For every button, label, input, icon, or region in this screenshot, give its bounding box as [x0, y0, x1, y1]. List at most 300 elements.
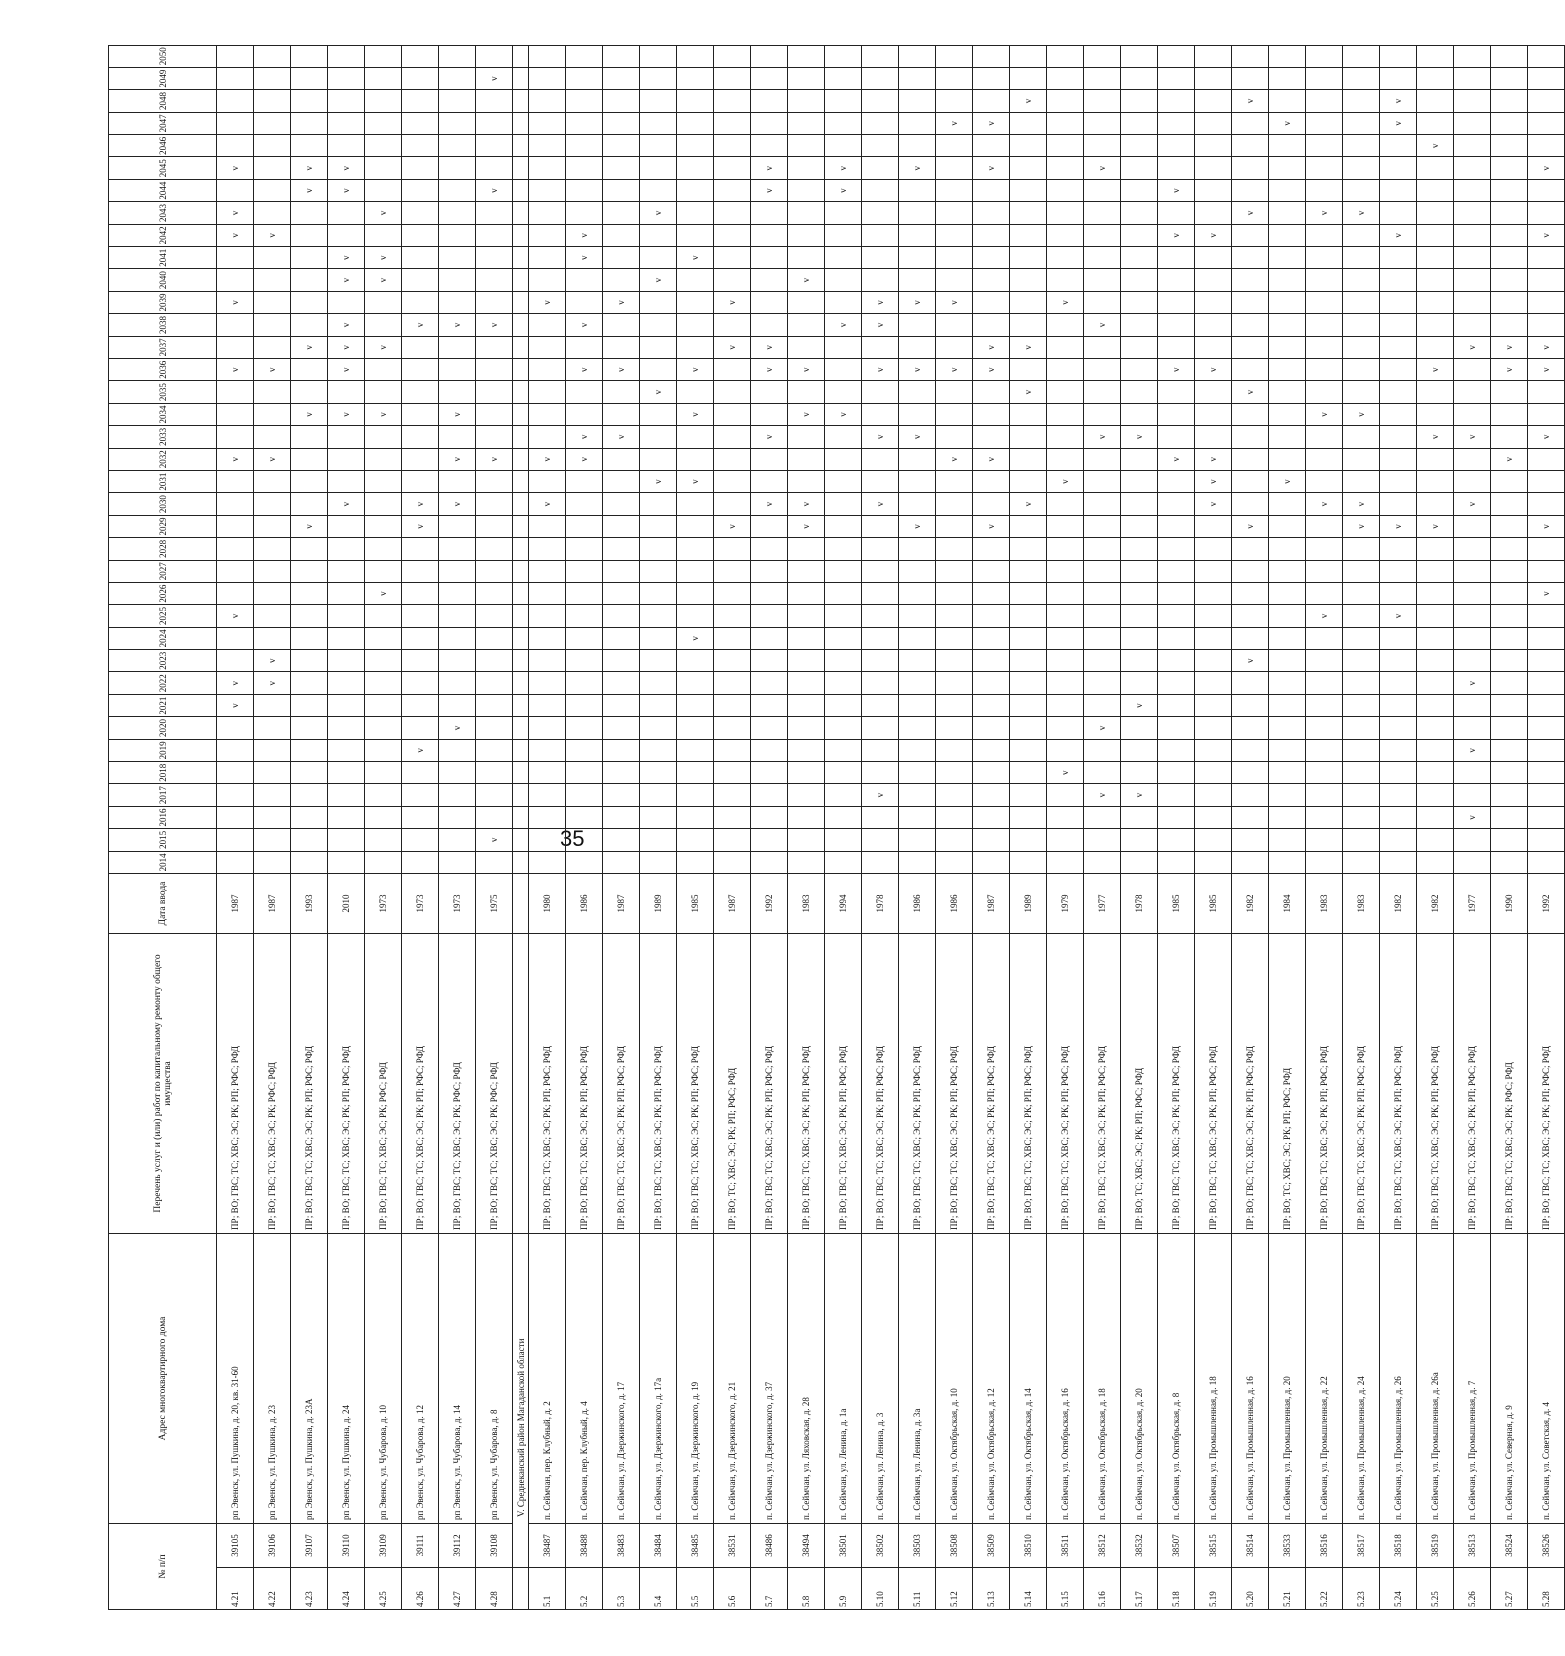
check-mark: v [341, 412, 351, 417]
check-mark: v [267, 233, 277, 238]
year-cell [973, 90, 1010, 112]
year-cell [1306, 560, 1343, 582]
year-cell [439, 269, 476, 291]
year-cell [825, 448, 862, 470]
year-cell [1158, 605, 1195, 627]
year-cell [1269, 560, 1306, 582]
year-cell [1528, 493, 1565, 515]
year-cell [751, 515, 788, 537]
check-mark: v [452, 725, 462, 731]
year-cell [1491, 359, 1528, 381]
row-number: 5.14 [1010, 1568, 1047, 1610]
year-cell [677, 538, 714, 560]
year-cell [217, 605, 254, 627]
year-cell [899, 672, 936, 694]
year-cell [1121, 582, 1158, 604]
year-cell [217, 806, 254, 828]
year-cell [566, 717, 603, 739]
year-cell [328, 493, 365, 515]
year-cell [1010, 650, 1047, 672]
check-mark: v [341, 345, 351, 350]
table-row [476, 45, 513, 1609]
year-cell [217, 157, 254, 179]
year-cell [1454, 224, 1491, 246]
year-cell [439, 247, 476, 269]
year-cell [1491, 605, 1528, 627]
table-row [677, 45, 714, 1609]
check-mark: v [875, 434, 885, 440]
year-cell [1121, 381, 1158, 403]
header-year: 2033 [109, 426, 217, 448]
year-cell [1158, 739, 1195, 761]
check-mark: v [230, 613, 240, 619]
table-row [328, 45, 365, 1609]
year-cell [1454, 694, 1491, 716]
year-cell [476, 45, 513, 67]
year-cell [603, 784, 640, 806]
house-address: п. Сеймчан, ул. Октябрьская, д. 18 [1084, 1234, 1121, 1524]
year-cell [751, 538, 788, 560]
year-cell [439, 762, 476, 784]
check-mark: v [986, 121, 996, 126]
year-cell [751, 157, 788, 179]
year-cell [603, 627, 640, 649]
year-cell [1454, 739, 1491, 761]
house-address: рп Эвенск, ул. Пушкина, д. 23 [254, 1234, 291, 1524]
year-cell [1010, 470, 1047, 492]
year-cell [1491, 694, 1528, 716]
year-cell [973, 291, 1010, 313]
year-cell [1195, 784, 1232, 806]
year-cell [1010, 605, 1047, 627]
works-list: ПР; ВО; ГВС; ТС; ХВС; ЭС; РК; РФС; РФД [1491, 934, 1528, 1234]
year-cell [1380, 202, 1417, 224]
year-cell [1232, 851, 1269, 873]
year-cell [1343, 627, 1380, 649]
house-code: 38512 [1084, 1524, 1121, 1568]
year-cell [439, 202, 476, 224]
year-cell [1491, 739, 1528, 761]
table-row [217, 45, 254, 1609]
year-cell [566, 291, 603, 313]
year-cell [328, 694, 365, 716]
year-cell [640, 538, 677, 560]
year-cell [1528, 806, 1565, 828]
year-cell [1306, 336, 1343, 358]
year-cell [1491, 135, 1528, 157]
check-mark: v [1208, 479, 1218, 484]
house-code: 38531 [714, 1524, 751, 1568]
year-cell [1380, 269, 1417, 291]
capital-repair-schedule-table [108, 45, 1565, 1610]
year-cell [1158, 851, 1195, 873]
year-cell [1491, 426, 1528, 448]
check-mark: v [727, 524, 737, 529]
year-cell [566, 739, 603, 761]
year-cell [402, 717, 439, 739]
header-year: 2036 [109, 359, 217, 381]
check-mark: v [690, 367, 700, 372]
year-cell [1084, 336, 1121, 358]
check-mark: v [653, 479, 663, 484]
year-cell [825, 291, 862, 313]
year-cell [1269, 493, 1306, 515]
year-cell [566, 67, 603, 89]
year-cell [640, 67, 677, 89]
table-header-row [109, 45, 217, 1609]
year-cell [1454, 269, 1491, 291]
works-list: ПР; ВО; ТС; ХВС; ЭС; РК; РП; РФС; РФД [714, 934, 751, 1234]
check-mark: v [912, 434, 922, 440]
house-address: рп Эвенск, ул. Пушкина, д. 23А [291, 1234, 328, 1524]
year-cell [1047, 717, 1084, 739]
check-mark: v [1060, 770, 1070, 775]
year-cell [936, 806, 973, 828]
year-cell [677, 448, 714, 470]
year-cell [640, 135, 677, 157]
check-mark: v [1541, 591, 1551, 596]
year-cell [1269, 135, 1306, 157]
year-cell [640, 403, 677, 425]
year-cell [788, 448, 825, 470]
year-cell [1232, 269, 1269, 291]
year-cell [1528, 291, 1565, 313]
year-cell [1232, 515, 1269, 537]
year-cell [973, 762, 1010, 784]
year-cell [788, 694, 825, 716]
year-cell [603, 806, 640, 828]
year-cell [1417, 851, 1454, 873]
year-cell [1491, 470, 1528, 492]
year-cell [365, 806, 402, 828]
year-cell [1158, 291, 1195, 313]
house-address: п. Сеймчан, ул. Промышленная, д. 26а [1417, 1234, 1454, 1524]
year-cell [603, 67, 640, 89]
year-cell [751, 359, 788, 381]
year-cell [1232, 672, 1269, 694]
year-cell [862, 224, 899, 246]
works-list: ПР; ВО; ГВС; ТС; ХВС; ЭС; РК; РП; РФС; РФД [1306, 934, 1343, 1234]
year-cell [476, 135, 513, 157]
year-cell [529, 694, 566, 716]
year-cell [328, 739, 365, 761]
year-cell [566, 90, 603, 112]
year-cell [862, 717, 899, 739]
year-cell [1084, 112, 1121, 134]
year-cell [1195, 314, 1232, 336]
year-cell [402, 135, 439, 157]
check-mark: v [912, 300, 922, 305]
year-cell [640, 291, 677, 313]
table-row [402, 45, 439, 1609]
year-cell [603, 157, 640, 179]
year-cell [291, 224, 328, 246]
year-cell [825, 627, 862, 649]
year-cell [1121, 470, 1158, 492]
year-cell [1121, 694, 1158, 716]
year-cell [1047, 45, 1084, 67]
year-cell [1343, 739, 1380, 761]
year-cell [1343, 224, 1380, 246]
year-cell [1491, 157, 1528, 179]
year-cell [862, 582, 899, 604]
year-cell [439, 314, 476, 336]
year-cell [1195, 247, 1232, 269]
year-cell [862, 560, 899, 582]
year-cell [825, 582, 862, 604]
year-cell [1306, 202, 1343, 224]
year-cell [254, 851, 291, 873]
year-cell [1380, 560, 1417, 582]
commission-year: 1989 [640, 874, 677, 934]
year-cell [899, 650, 936, 672]
year-cell [825, 493, 862, 515]
year-cell [1454, 314, 1491, 336]
year-cell [1528, 112, 1565, 134]
check-mark: v [304, 412, 314, 417]
table-row [439, 45, 476, 1609]
year-cell [1047, 582, 1084, 604]
year-cell [217, 67, 254, 89]
year-cell [677, 762, 714, 784]
year-cell [254, 717, 291, 739]
year-cell [1010, 538, 1047, 560]
year-cell [1343, 694, 1380, 716]
year-cell [1121, 448, 1158, 470]
year-cell [862, 202, 899, 224]
year-cell [1417, 448, 1454, 470]
year-cell [1454, 806, 1491, 828]
year-cell [291, 67, 328, 89]
year-cell [1528, 336, 1565, 358]
year-cell [1232, 403, 1269, 425]
year-cell [1528, 157, 1565, 179]
year-cell [714, 269, 751, 291]
house-code: 38533 [1269, 1524, 1306, 1568]
year-cell [1232, 67, 1269, 89]
header-year: 2043 [109, 202, 217, 224]
header-num: № п/п [109, 1524, 217, 1610]
year-cell [254, 762, 291, 784]
year-cell [825, 470, 862, 492]
year-cell [751, 762, 788, 784]
year-cell [825, 829, 862, 851]
table-row [1232, 45, 1269, 1609]
year-cell [936, 202, 973, 224]
year-cell [788, 851, 825, 873]
year-cell [1269, 403, 1306, 425]
year-cell [328, 67, 365, 89]
year-cell [1528, 90, 1565, 112]
check-mark: v [1282, 121, 1292, 126]
year-cell [862, 403, 899, 425]
year-cell [640, 157, 677, 179]
commission-year: 1973 [439, 874, 476, 934]
year-cell [899, 403, 936, 425]
year-cell [862, 627, 899, 649]
year-cell [529, 135, 566, 157]
year-cell [476, 806, 513, 828]
year-cell [1306, 739, 1343, 761]
check-mark: v [304, 165, 314, 171]
year-cell [291, 762, 328, 784]
year-cell [714, 605, 751, 627]
year-cell [529, 515, 566, 537]
year-cell [825, 179, 862, 201]
commission-year: 1982 [1232, 874, 1269, 934]
row-number: 4.27 [439, 1568, 476, 1610]
year-cell [439, 739, 476, 761]
year-cell [936, 112, 973, 134]
check-mark: v [452, 412, 462, 417]
check-mark: v [1134, 792, 1144, 798]
year-cell [365, 762, 402, 784]
year-cell [1343, 829, 1380, 851]
house-code: 38514 [1232, 1524, 1269, 1568]
year-cell [476, 269, 513, 291]
year-cell [1269, 90, 1306, 112]
year-cell [365, 291, 402, 313]
house-address: п. Сеймчан, ул. Дзержинского, д. 21 [714, 1234, 751, 1524]
year-cell [1491, 717, 1528, 739]
year-cell [862, 538, 899, 560]
year-cell [1047, 336, 1084, 358]
check-mark: v [1208, 367, 1218, 372]
header-year: 2041 [109, 247, 217, 269]
year-cell [566, 314, 603, 336]
works-list: ПР; ВО; ГВС; ТС; ХВС; ЭС; РК; РП; РФС; РФД [973, 934, 1010, 1234]
year-cell [402, 179, 439, 201]
year-cell [677, 650, 714, 672]
row-number: 5.10 [862, 1568, 899, 1610]
year-cell [1380, 493, 1417, 515]
year-cell [1010, 627, 1047, 649]
table-row [899, 45, 936, 1609]
house-address: п. Сеймчан, пер. Клубный, д. 2 [529, 1234, 566, 1524]
year-cell [476, 359, 513, 381]
year-cell [529, 605, 566, 627]
year-cell [936, 291, 973, 313]
year-cell [1343, 135, 1380, 157]
year-cell [1158, 359, 1195, 381]
table-body-before [217, 45, 513, 1609]
year-cell [476, 739, 513, 761]
year-cell [1195, 67, 1232, 89]
year-cell [640, 806, 677, 828]
year-cell [1084, 650, 1121, 672]
year-cell [402, 538, 439, 560]
check-mark: v [542, 300, 552, 305]
house-code: 39105 [217, 1524, 254, 1568]
year-cell [1269, 470, 1306, 492]
year-cell [1121, 336, 1158, 358]
check-mark: v [801, 277, 811, 283]
year-cell [714, 202, 751, 224]
works-list: ПР; ВО; ГВС; ТС; ХВС; ЭС; РК; РП; РФС; РФД [1010, 934, 1047, 1234]
year-cell [640, 359, 677, 381]
year-cell [677, 179, 714, 201]
year-cell [1084, 806, 1121, 828]
year-cell [254, 806, 291, 828]
house-code: 38488 [566, 1524, 603, 1568]
check-mark: v [341, 367, 351, 372]
year-cell [402, 67, 439, 89]
check-mark: v [1097, 322, 1107, 328]
check-mark: v [801, 524, 811, 529]
year-cell [217, 448, 254, 470]
year-cell [603, 112, 640, 134]
year-cell [1047, 784, 1084, 806]
year-cell [1417, 493, 1454, 515]
commission-year: 2010 [328, 874, 365, 934]
check-mark: v [1245, 658, 1255, 664]
year-cell [1454, 851, 1491, 873]
check-mark: v [378, 277, 388, 283]
year-cell [217, 403, 254, 425]
year-cell [640, 515, 677, 537]
year-cell [1084, 493, 1121, 515]
year-cell [365, 851, 402, 873]
year-cell [1343, 403, 1380, 425]
year-cell [439, 359, 476, 381]
check-mark: v [341, 501, 351, 507]
year-cell [1269, 336, 1306, 358]
house-code: 38503 [899, 1524, 936, 1568]
year-cell [714, 179, 751, 201]
year-cell [1528, 605, 1565, 627]
year-cell [899, 493, 936, 515]
year-cell [751, 135, 788, 157]
year-cell [1306, 247, 1343, 269]
year-cell [439, 381, 476, 403]
year-cell [476, 829, 513, 851]
year-cell [1010, 829, 1047, 851]
year-cell [936, 403, 973, 425]
year-cell [439, 45, 476, 67]
table-row [254, 45, 291, 1609]
year-cell [1121, 247, 1158, 269]
year-cell [1195, 202, 1232, 224]
year-cell [825, 851, 862, 873]
year-cell [365, 269, 402, 291]
year-cell [936, 448, 973, 470]
year-cell [1528, 448, 1565, 470]
year-cell [439, 179, 476, 201]
year-cell [1195, 224, 1232, 246]
year-cell [751, 381, 788, 403]
year-cell [476, 650, 513, 672]
year-cell [439, 336, 476, 358]
year-cell [1158, 247, 1195, 269]
year-cell [254, 829, 291, 851]
year-cell [1417, 291, 1454, 313]
year-cell [402, 112, 439, 134]
year-cell [365, 560, 402, 582]
year-cell [402, 291, 439, 313]
year-cell [1417, 627, 1454, 649]
year-cell [640, 381, 677, 403]
year-cell [1047, 403, 1084, 425]
year-cell [899, 179, 936, 201]
year-cell [1343, 784, 1380, 806]
check-mark: v [1097, 165, 1107, 171]
check-mark: v [579, 255, 589, 261]
year-cell [677, 202, 714, 224]
year-cell [1269, 762, 1306, 784]
year-cell [291, 157, 328, 179]
year-cell [899, 560, 936, 582]
year-cell [217, 762, 254, 784]
